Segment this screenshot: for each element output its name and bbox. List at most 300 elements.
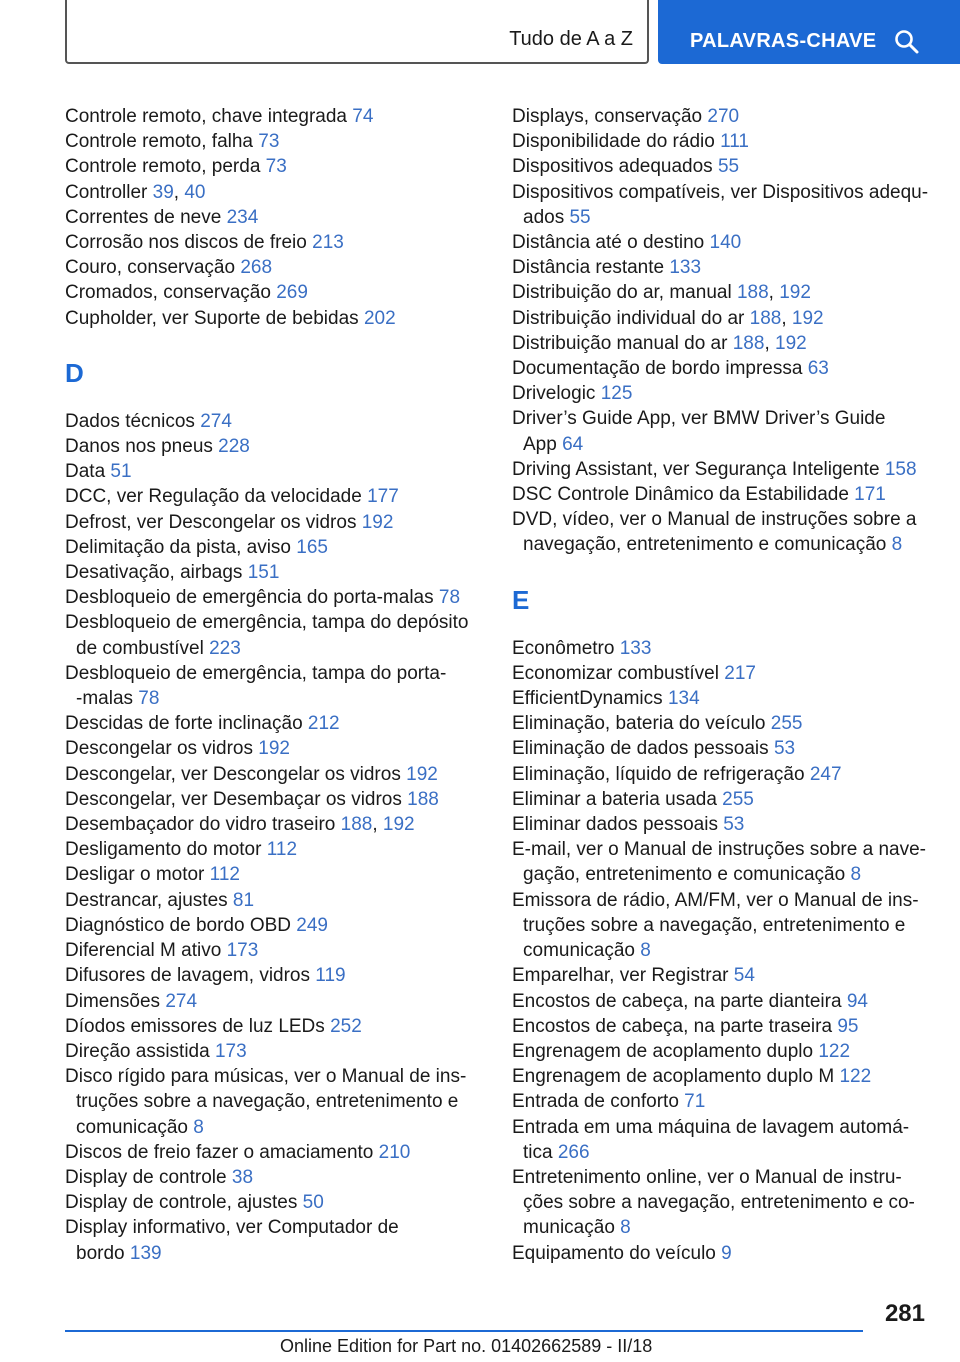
index-entry [65, 762, 485, 787]
page-link[interactable]: 192 [258, 738, 290, 760]
page-link[interactable]: 223 [209, 637, 241, 659]
entry-text: Encostos de cabeça, na parte dianteira [512, 990, 842, 1012]
page-link[interactable]: 228 [218, 436, 250, 458]
entry-continuation [65, 636, 485, 661]
entry-continuation [65, 1115, 485, 1140]
entry-text: Defrost, ver Descongelar os vidros [65, 511, 357, 533]
entry-term [65, 230, 485, 255]
page-link[interactable]: 249 [296, 914, 328, 936]
page-link[interactable]: 9 [721, 1242, 732, 1264]
keywords-tab-label: PALAVRAS-CHAVE [690, 30, 877, 52]
page-link[interactable]: 122 [839, 1066, 872, 1088]
entry-text: Displays, conservação [512, 106, 703, 127]
page-link[interactable]: 78 [138, 688, 160, 710]
entry-text: Correntes de neve [65, 206, 222, 228]
entry-text: Emparelhar, ver Registrar [512, 965, 729, 987]
page-link[interactable]: 192 [382, 814, 415, 836]
entry-text: Difusores de lavagem, vidros [65, 965, 310, 987]
entry-text: Desligar o motor [65, 864, 205, 886]
entry-text: DSC Controle Dinâmico da Estabilidade [512, 484, 849, 506]
page-link[interactable]: 119 [315, 965, 346, 987]
index-entry [65, 1014, 485, 1039]
page-link[interactable]: 210 [378, 1141, 411, 1163]
index-entry [65, 1140, 485, 1165]
entry-text: Eliminação, líquido de refrigeração [512, 763, 805, 785]
entry-text: App [523, 433, 557, 455]
entry-continuation [512, 432, 942, 457]
entry-term [65, 104, 485, 129]
page-link[interactable]: 53 [723, 814, 745, 836]
index-entry [65, 1190, 485, 1215]
page-link[interactable]: 192 [406, 763, 438, 785]
entry-continuation [512, 1140, 942, 1165]
page-link[interactable]: 64 [562, 433, 584, 455]
footer-divider [65, 1330, 863, 1332]
page-link[interactable]: 133 [619, 637, 652, 659]
entry-term [512, 686, 942, 711]
entry-text: Data [65, 461, 106, 483]
index-entry [65, 610, 485, 660]
index-entry [512, 280, 942, 305]
index-entry [65, 409, 485, 434]
entry-text: Controle remoto, perda [65, 156, 261, 178]
entry-term [512, 129, 942, 154]
entry-text: Cromados, conservação [65, 282, 271, 304]
entry-term [65, 129, 485, 154]
entry-term [512, 280, 942, 305]
index-entry [65, 787, 485, 812]
page-link[interactable]: 188 [407, 788, 439, 810]
entry-text: municação [523, 1217, 615, 1239]
entry-text: Disponibilidade do rádio [512, 131, 715, 153]
entry-term [65, 535, 485, 560]
entry-term [65, 459, 485, 484]
index-entry [65, 306, 485, 331]
entry-term [512, 154, 942, 179]
index-entry [512, 989, 942, 1014]
index-entry [512, 1014, 942, 1039]
entry-continuation [512, 1215, 942, 1240]
index-entry [512, 356, 942, 381]
entry-term [65, 888, 485, 913]
index-entry [65, 230, 485, 255]
entry-text: Entrada em uma máquina de lavagem automá- [512, 1116, 910, 1138]
entry-text: ções sobre a navegação, entretenimento e co- [523, 1192, 915, 1214]
entry-text: Engrenagem de acoplamento duplo M [512, 1066, 835, 1088]
page-separator: , [764, 332, 770, 354]
entry-text: Desativação, airbags [65, 562, 243, 584]
index-entry [65, 938, 485, 963]
entry-term [65, 180, 485, 205]
entry-term [512, 1241, 942, 1266]
entry-term [512, 1014, 942, 1039]
entry-text: bordo [76, 1242, 125, 1264]
entry-term [65, 1165, 485, 1190]
index-entry [512, 787, 942, 812]
entry-text: Dispositivos adequados [512, 156, 713, 178]
entry-text: Díodos emissores de luz LEDs [65, 1015, 325, 1037]
page-link[interactable]: 38 [231, 1166, 254, 1188]
entry-continuation [512, 1190, 942, 1215]
index-entry [65, 434, 485, 459]
entry-term [512, 1115, 942, 1140]
entry-term [512, 255, 942, 280]
page-link[interactable]: 188 [340, 814, 373, 836]
index-entry [65, 129, 485, 154]
entry-text: Descongelar os vidros [65, 738, 253, 760]
entry-continuation [512, 862, 942, 887]
entry-text: E-mail, ver o Manual de instruções sobre a nave- [512, 839, 926, 861]
index-entry [65, 837, 485, 862]
entry-text: Equipamento do veículo [512, 1242, 716, 1264]
index-entry [512, 837, 942, 887]
page-link[interactable]: 139 [129, 1242, 162, 1264]
page-link[interactable]: 95 [837, 1015, 859, 1037]
entry-term [65, 1014, 485, 1039]
entry-text: Delimitação da pista, aviso [65, 536, 291, 558]
page-link[interactable]: 173 [226, 940, 259, 962]
page-link[interactable]: 274 [165, 990, 198, 1012]
page-link[interactable]: 234 [226, 206, 259, 228]
entry-term [65, 1215, 485, 1240]
index-entry [65, 963, 485, 988]
entry-text: Distância restante [512, 257, 665, 279]
entry-text: Controle remoto, falha [65, 131, 253, 153]
page-link[interactable]: 122 [818, 1040, 851, 1062]
page-link[interactable]: 8 [891, 534, 903, 556]
entry-text: Direção assistida [65, 1040, 210, 1062]
index-letter-heading: E [512, 584, 530, 615]
page-link[interactable]: 177 [367, 486, 399, 508]
entry-text: comunicação [76, 1116, 188, 1138]
index-entry [512, 381, 942, 406]
entry-term [65, 484, 485, 509]
index-entry [512, 762, 942, 787]
page-link[interactable]: 255 [770, 713, 803, 735]
index-entry [512, 1064, 942, 1089]
index-entry [512, 482, 942, 507]
page-link[interactable]: 171 [854, 484, 886, 506]
page-link[interactable]: 274 [200, 410, 232, 432]
page-link[interactable]: 50 [302, 1192, 324, 1214]
index-entry [65, 1215, 485, 1265]
page-link[interactable]: 192 [779, 282, 811, 304]
index-entry [65, 661, 485, 711]
page-link[interactable]: 192 [361, 511, 394, 533]
page-link[interactable]: 74 [352, 106, 374, 127]
entry-term [65, 762, 485, 787]
entry-text: Driver’s Guide App, ver BMW Driver’s Guide [512, 408, 886, 430]
entry-text: Distância até o destino [512, 232, 705, 254]
index-entry [65, 280, 485, 305]
page-link[interactable]: 134 [667, 688, 700, 710]
entry-text: Couro, conservação [65, 257, 236, 279]
entry-text: Entretenimento online, ver o Manual de instru- [512, 1166, 902, 1188]
page-link[interactable]: 55 [717, 156, 740, 178]
entry-continuation [512, 532, 942, 557]
entry-text: navegação, entretenimento e comunicação [523, 534, 887, 556]
entry-term [65, 585, 485, 610]
index-letter-heading: D [65, 357, 84, 388]
entry-term [512, 762, 942, 787]
entry-text: Corrosão nos discos de freio [65, 232, 307, 254]
entry-term [512, 356, 942, 381]
entry-text: Destrancar, ajustes [65, 889, 228, 911]
entry-text: DVD, vídeo, ver o Manual de instruções sobre a [512, 509, 917, 531]
entry-text: EfficientDynamics [512, 688, 663, 710]
page-link[interactable]: 133 [669, 257, 702, 279]
entry-term [65, 787, 485, 812]
entry-text: de combustível [76, 637, 204, 659]
index-column-right [512, 104, 942, 1266]
page-link[interactable]: 202 [363, 307, 396, 329]
index-entry [512, 104, 942, 129]
page-link[interactable]: 270 [707, 106, 740, 127]
entry-term [512, 888, 942, 913]
page-link[interactable]: 94 [846, 990, 868, 1012]
entry-term [65, 434, 485, 459]
entry-term [65, 280, 485, 305]
page-link[interactable]: 140 [709, 232, 742, 254]
page-separator: , [173, 181, 180, 203]
entry-term [512, 1064, 942, 1089]
entry-text: Display de controle, ajustes [65, 1192, 298, 1214]
entry-term [65, 938, 485, 963]
index-entry [512, 1165, 942, 1241]
entry-text: -malas [76, 688, 134, 710]
page-link[interactable]: 112 [209, 864, 240, 886]
entry-term [512, 180, 942, 205]
index-entry [65, 1039, 485, 1064]
entry-term [65, 409, 485, 434]
section-title: Tudo de A a Z [509, 28, 633, 50]
index-entry [65, 255, 485, 280]
index-entry [65, 1064, 485, 1140]
footer-edition-text: Online Edition for Part no. 01402662589 - II/18 [280, 1336, 653, 1356]
entry-text: Desbloqueio de emergência, tampa do depósito [65, 612, 469, 634]
entry-text: Descongelar, ver Desembaçar os vidros [65, 788, 402, 810]
page-link[interactable]: 63 [807, 358, 829, 380]
page-link[interactable]: 266 [557, 1141, 590, 1163]
entry-term [65, 255, 485, 280]
index-entry [512, 507, 942, 557]
entry-term [65, 989, 485, 1014]
entry-text: Eliminar a bateria usada [512, 788, 717, 810]
index-entry [65, 535, 485, 560]
entry-term [65, 560, 485, 585]
entry-text: Controller [65, 181, 148, 203]
index-entry [512, 255, 942, 280]
index-entry [512, 180, 942, 230]
page-link[interactable]: 188 [732, 332, 765, 354]
page-link[interactable]: 252 [330, 1015, 362, 1037]
page-link[interactable]: 54 [733, 965, 755, 987]
entry-text: Display de controle [65, 1166, 227, 1188]
page-link[interactable]: 71 [684, 1091, 706, 1113]
page-link[interactable]: 55 [569, 206, 591, 228]
page-link[interactable]: 8 [850, 864, 862, 886]
entry-term [512, 1165, 942, 1190]
page-link[interactable]: 213 [312, 232, 344, 254]
entry-text: Engrenagem de acoplamento duplo [512, 1040, 814, 1062]
page-link[interactable]: 255 [722, 788, 754, 810]
entry-term [65, 736, 485, 761]
entry-term [65, 661, 485, 686]
page-link[interactable]: 78 [438, 587, 461, 609]
page-separator: , [372, 814, 378, 836]
index-entry [65, 585, 485, 610]
entry-text: Diagnóstico de bordo OBD [65, 914, 292, 936]
index-entry [65, 459, 485, 484]
entry-text: Desembaçador do vidro traseiro [65, 814, 336, 836]
entry-text: Desligamento do motor [65, 839, 262, 861]
index-entry [512, 1089, 942, 1114]
entry-term [65, 913, 485, 938]
page-header [0, 0, 960, 66]
entry-term [512, 963, 942, 988]
search-icon[interactable] [894, 29, 920, 55]
entry-continuation [512, 205, 942, 230]
page-link[interactable]: 51 [110, 461, 132, 483]
entry-term [512, 736, 942, 761]
entry-term [512, 636, 942, 661]
entry-term [512, 989, 942, 1014]
page-link[interactable]: 158 [884, 458, 917, 480]
entry-text: Documentação de bordo impressa [512, 358, 803, 380]
index-entry [65, 560, 485, 585]
page-link[interactable]: 125 [600, 383, 633, 405]
page-link[interactable]: 53 [773, 738, 796, 760]
index-entry [512, 661, 942, 686]
page-number: 281 [884, 1300, 925, 1327]
entry-text: Display informativo, ver Computador de [65, 1217, 399, 1239]
entry-text: Descidas de forte inclinação [65, 713, 303, 735]
index-entry [65, 888, 485, 913]
page-link[interactable]: 8 [193, 1116, 204, 1138]
entry-term [512, 230, 942, 255]
entry-term [65, 1190, 485, 1215]
entry-text: Drivelogic [512, 383, 596, 405]
page-link[interactable]: 212 [307, 713, 340, 735]
entry-term [512, 661, 942, 686]
page-link[interactable]: 192 [775, 332, 807, 354]
entry-text: Dimensões [65, 990, 161, 1012]
entry-text: Eliminação de dados pessoais [512, 738, 769, 760]
entry-term [65, 812, 485, 837]
entry-term [65, 610, 485, 635]
page-link[interactable]: 151 [247, 562, 280, 584]
index-entry [65, 154, 485, 179]
page-link[interactable]: 73 [258, 131, 280, 153]
entry-term [65, 510, 485, 535]
index-entry [512, 686, 942, 711]
entry-continuation [65, 686, 485, 711]
entry-term [512, 1039, 942, 1064]
index-entry [65, 180, 485, 205]
page-link[interactable]: 111 [720, 131, 749, 153]
page-link[interactable]: 112 [266, 839, 298, 861]
entry-text: Distribuição individual do ar [512, 307, 745, 329]
index-entry [512, 154, 942, 179]
page-separator: , [768, 282, 774, 304]
entry-term [65, 1140, 485, 1165]
index-entry [512, 306, 942, 331]
page-link[interactable]: 8 [620, 1217, 631, 1239]
page-link[interactable]: 247 [809, 763, 842, 785]
entry-term [65, 306, 485, 331]
index-entry [512, 1115, 942, 1165]
page-link[interactable]: 173 [214, 1040, 247, 1062]
page-link[interactable]: 40 [184, 181, 206, 203]
entry-text: DCC, ver Regulação da velocidade [65, 486, 362, 508]
page-link[interactable]: 39 [152, 181, 174, 203]
page-link[interactable]: 81 [232, 889, 255, 911]
page-link[interactable]: 188 [749, 307, 782, 329]
entry-term [512, 104, 942, 129]
entry-term [512, 331, 942, 356]
index-entry [65, 205, 485, 230]
page-link[interactable]: 8 [640, 940, 651, 962]
entry-term [65, 862, 485, 887]
index-entry [65, 484, 485, 509]
page-link[interactable]: 269 [276, 282, 308, 304]
entry-text: Dados técnicos [65, 410, 195, 432]
entry-term [512, 381, 942, 406]
entry-term [65, 205, 485, 230]
index-entry [512, 129, 942, 154]
entry-text: Desbloqueio de emergência, tampa do porta- [65, 662, 447, 684]
index-entry [512, 1241, 942, 1266]
page-link[interactable]: 268 [240, 257, 273, 279]
entry-term [512, 837, 942, 862]
entry-text: Eliminação, bateria do veículo [512, 713, 766, 735]
entry-term [512, 507, 942, 532]
entry-text: Danos nos pneus [65, 436, 213, 458]
index-entry [512, 1039, 942, 1064]
page-link[interactable]: 217 [724, 662, 756, 684]
entry-term [65, 154, 485, 179]
entry-term [65, 1064, 485, 1089]
entry-text: Descongelar, ver Descongelar os vidros [65, 763, 401, 785]
page-link[interactable]: 73 [265, 156, 287, 178]
entry-text: Economizar combustível [512, 662, 719, 684]
entry-text: Driving Assistant, ver Segurança Inteligente [512, 458, 880, 480]
entry-text: Desbloqueio de emergência do porta-malas [65, 587, 434, 609]
entry-text: gação, entretenimento e comunicação [523, 864, 846, 886]
entry-term [512, 812, 942, 837]
entry-text: truções sobre a navegação, entretenimento e [523, 914, 906, 936]
entry-term [512, 306, 942, 331]
entry-term [512, 406, 942, 431]
index-entry [512, 406, 942, 456]
index-entry [512, 963, 942, 988]
page-link[interactable]: 165 [296, 536, 328, 558]
index-entry [65, 711, 485, 736]
entry-term [512, 711, 942, 736]
entry-term [65, 711, 485, 736]
entry-text: Distribuição do ar, manual [512, 282, 732, 304]
entry-term [65, 1039, 485, 1064]
page-link[interactable]: 192 [791, 307, 824, 329]
entry-continuation [65, 1241, 485, 1266]
entry-continuation [65, 1089, 485, 1114]
index-entry [512, 457, 942, 482]
index-entry [512, 888, 942, 964]
entry-text: tica [523, 1141, 553, 1163]
page-link[interactable]: 188 [736, 282, 769, 304]
entry-term [512, 482, 942, 507]
entry-text: truções sobre a navegação, entretenimento e [76, 1091, 459, 1113]
